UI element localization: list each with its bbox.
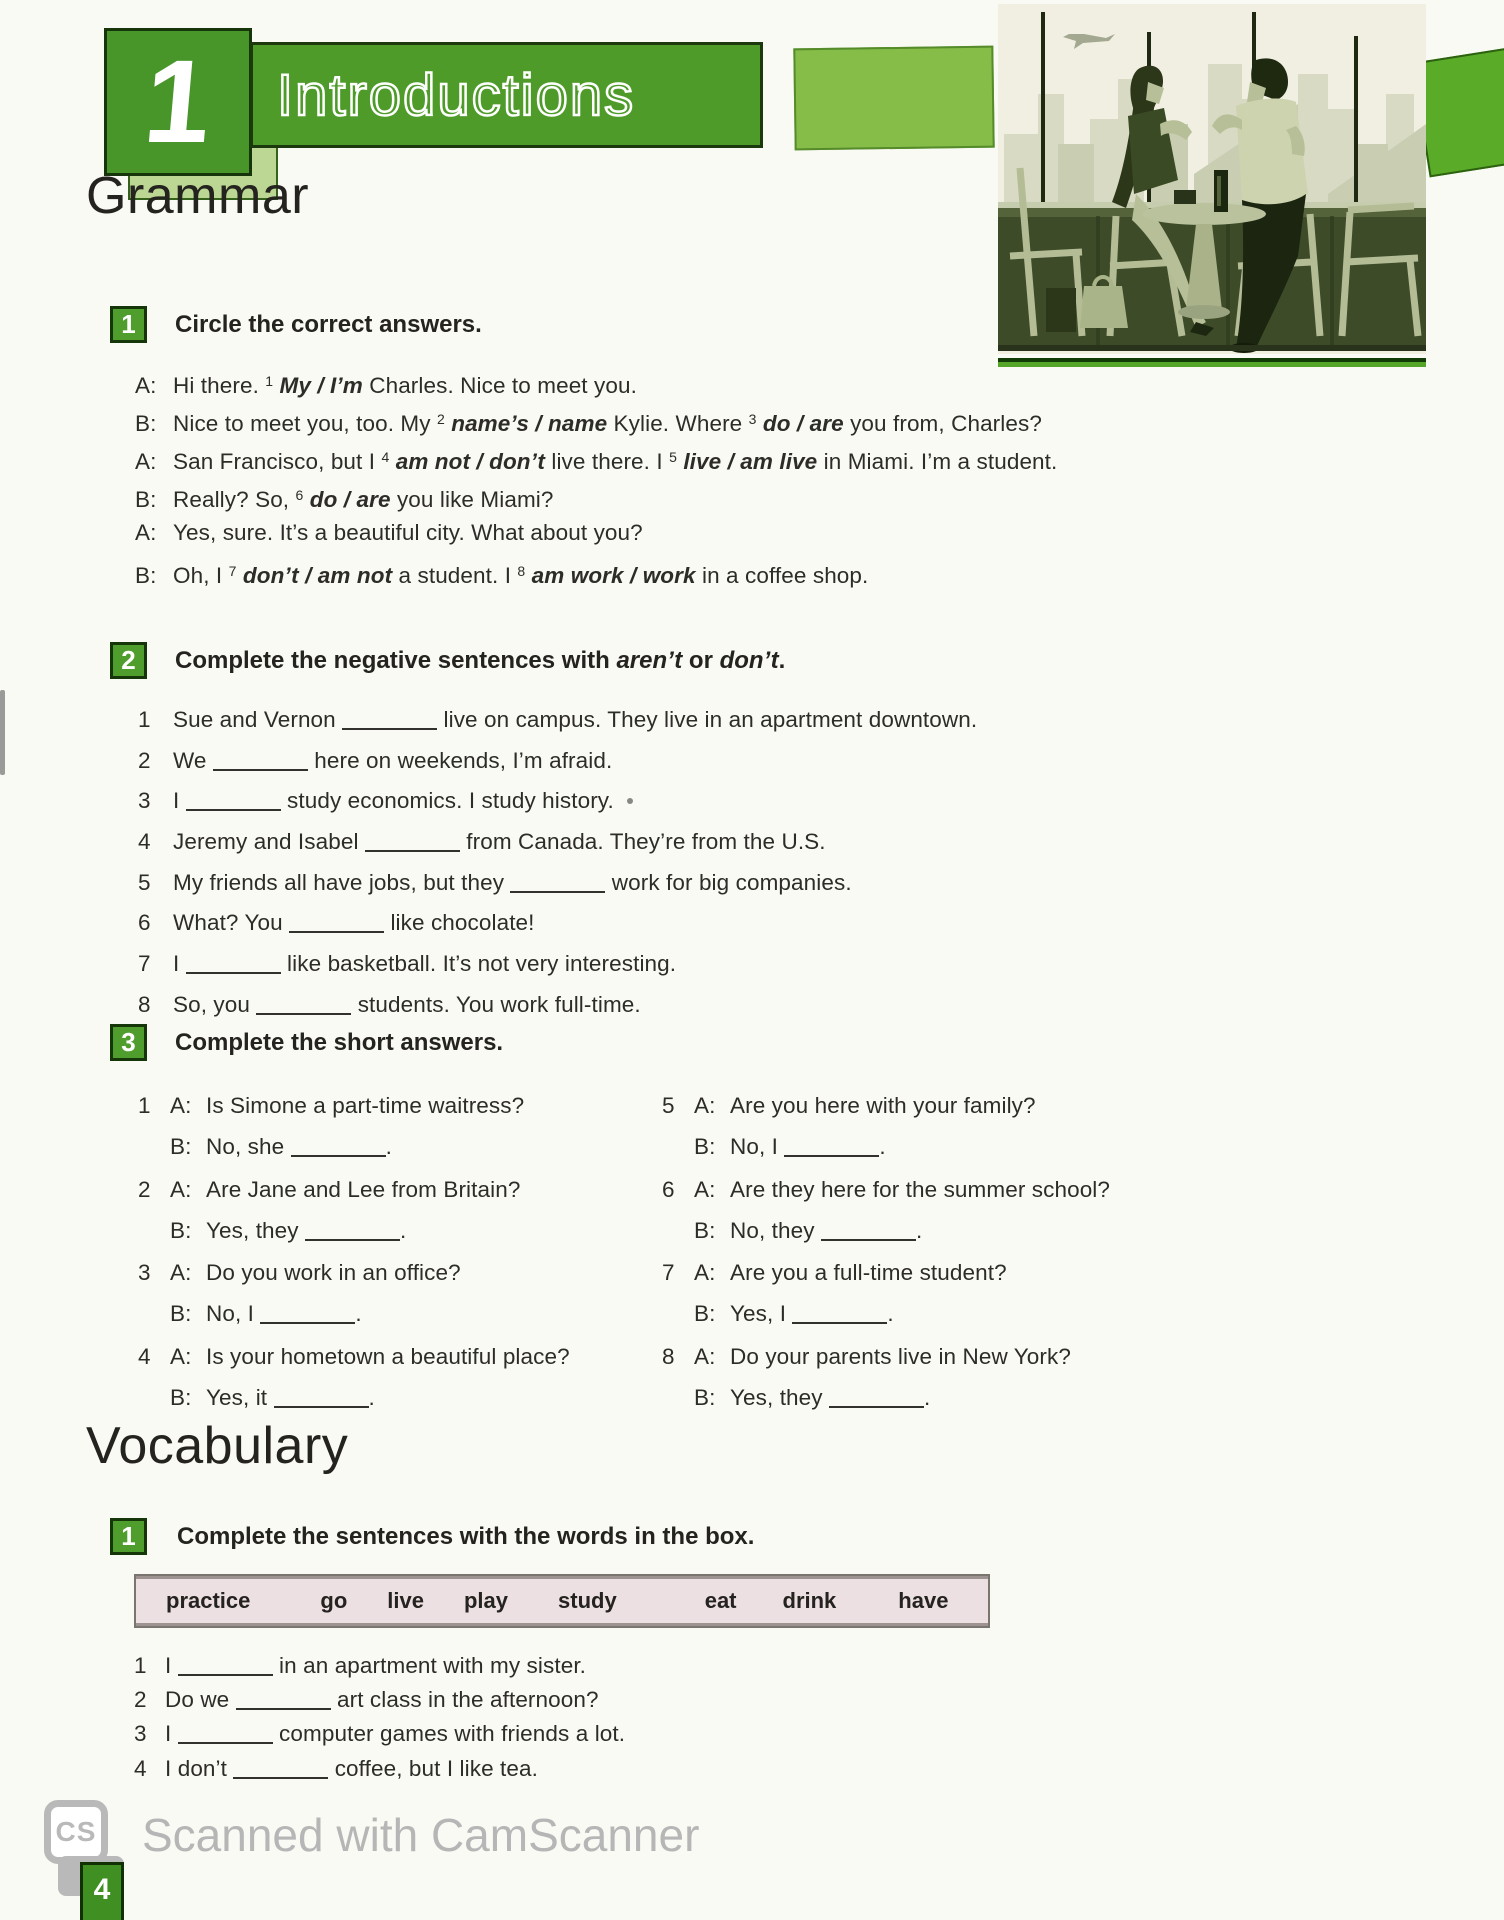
box-word: have: [898, 1588, 949, 1613]
speaker-label: B:: [170, 1385, 192, 1411]
exercise-2-badge: [110, 642, 147, 679]
text-segment: computer games with friends a lot.: [272, 1721, 626, 1747]
qa-text: [206, 1093, 524, 1118]
dialogue-text: [173, 449, 1057, 474]
item-number: 1: [134, 1652, 147, 1678]
text-segment: in an apartment with my sister.: [272, 1652, 587, 1678]
box-word: play: [463, 1588, 509, 1613]
text-segment: Nice to meet you, too. My: [173, 411, 437, 436]
exercise-2-items: [138, 700, 977, 1026]
text-segment: 3: [748, 411, 757, 427]
text-segment: .: [385, 1134, 392, 1160]
question-line: [662, 1085, 1110, 1126]
answer-line: [662, 1377, 1110, 1418]
item-number: 4: [134, 1755, 147, 1781]
grammar-heading: Grammar: [86, 167, 310, 225]
question-line: [662, 1252, 1110, 1293]
phone: [1174, 190, 1196, 204]
text-segment: Are you here with your family?: [730, 1093, 1036, 1118]
vocab-exercise-1-items: [134, 1648, 625, 1786]
text-segment: .: [355, 1301, 362, 1327]
text-segment: Complete the negative sentences with: [175, 647, 617, 674]
text-segment: 1: [265, 373, 274, 389]
short-answer-item: [138, 1085, 570, 1168]
text-segment: Do your parents live in New York?: [730, 1343, 1071, 1369]
speaker-label: B:: [135, 487, 157, 512]
dialogue-line: [135, 438, 1057, 476]
qa-text: [730, 1260, 1007, 1285]
exercise-item: [138, 944, 977, 985]
item-number: 1: [138, 1093, 151, 1118]
text-segment: Is your hometown a beautiful place?: [206, 1343, 570, 1369]
text-segment: .: [778, 647, 786, 674]
item-text: [173, 910, 535, 935]
item-number: 3: [134, 1721, 147, 1747]
item-text: [165, 1756, 538, 1781]
text-segment: Do we: [165, 1686, 236, 1712]
qa-text: [206, 1260, 461, 1285]
item-text: [173, 748, 612, 773]
short-answer-item: [662, 1252, 1110, 1335]
dialogue-line: [135, 362, 1057, 400]
text-segment: aren’t: [616, 647, 683, 674]
item-text: [173, 788, 614, 813]
short-answer-item: [138, 1169, 570, 1252]
vocab-exercise-1-badge: [110, 1518, 147, 1555]
item-number: 4: [138, 1343, 151, 1369]
text-segment: from Canada. They’re from the U.S.: [459, 829, 826, 855]
answer-line: [138, 1210, 570, 1251]
speaker-label: A:: [135, 520, 157, 545]
exercise-2-title: [175, 642, 785, 679]
answer-blank: [305, 1216, 400, 1241]
exercise-item: [134, 1717, 625, 1751]
text-segment: do / are: [309, 487, 391, 512]
text-segment: .: [887, 1301, 894, 1327]
text-segment: live on campus. They live in an apartment downtown.: [437, 707, 978, 732]
text-segment: art class in the afternoon?: [330, 1686, 599, 1712]
box-word: go: [320, 1588, 348, 1613]
box-word: practice: [166, 1588, 251, 1613]
text-segment: I don’t: [165, 1755, 234, 1781]
answer-blank: [342, 706, 437, 731]
item-number: 2: [138, 1176, 151, 1202]
exercise-3-title: [175, 1024, 503, 1061]
item-number: 5: [662, 1093, 675, 1118]
answer-blank: [821, 1216, 916, 1241]
item-number: 6: [662, 1176, 675, 1202]
scan-edge-mark: [0, 690, 5, 775]
speaker-label: A:: [170, 1260, 192, 1286]
text-segment: 7: [228, 563, 237, 579]
item-number: 1: [138, 707, 151, 732]
text-segment: am not / don’t: [395, 449, 545, 474]
unit-number-box: [104, 28, 252, 176]
answer-blank: [178, 1720, 273, 1745]
exercise-number: 1: [121, 1521, 136, 1551]
box-word: drink: [782, 1588, 837, 1613]
qa-text: [206, 1301, 362, 1326]
exercise-item: [138, 781, 977, 822]
short-answer-item: [662, 1085, 1110, 1168]
text-segment: like basketball. It’s not very interesting.: [280, 951, 677, 977]
question-line: [138, 1085, 570, 1126]
text-segment: Yes, they: [206, 1217, 305, 1243]
item-number: 8: [662, 1343, 675, 1369]
qa-text: [730, 1385, 930, 1410]
vocabulary-heading: Vocabulary: [86, 1417, 349, 1475]
text-segment: My friends all have jobs, but they: [173, 869, 511, 895]
exercise-item: [138, 700, 977, 741]
text-segment: Yes, they: [730, 1385, 829, 1411]
exercise-item: [138, 863, 977, 904]
text-segment: don’t: [719, 647, 779, 674]
text-segment: So, you: [173, 991, 257, 1017]
camscanner-watermark: Scanned with CamScanner: [142, 1809, 700, 1861]
answer-blank: [291, 1133, 386, 1158]
text-segment: Is Simone a part-time waitress?: [206, 1093, 525, 1118]
qa-text: [730, 1301, 894, 1326]
text-segment: Circle the correct answers.: [175, 311, 482, 338]
text-segment: .: [879, 1134, 886, 1160]
text-segment: don’t / am not: [242, 563, 393, 588]
answer-line: [138, 1293, 570, 1334]
exercise-3-right-column: [662, 1085, 1110, 1419]
answer-blank: [186, 950, 281, 975]
item-text: [173, 829, 826, 854]
camscanner-icon-label: CS: [55, 1816, 97, 1847]
text-segment: live / am live: [683, 449, 818, 474]
speaker-label: B:: [170, 1134, 192, 1160]
dialogue-line: [135, 552, 1057, 590]
short-answer-item: [138, 1252, 570, 1335]
exercise-item: [134, 1648, 625, 1682]
dialogue-text: [173, 411, 1042, 436]
text-segment: do / are: [762, 411, 844, 436]
speaker-label: B:: [694, 1134, 716, 1160]
item-number: 7: [138, 951, 151, 977]
text-segment: you like Miami?: [390, 487, 554, 512]
item-number: 3: [138, 788, 151, 814]
text-segment: name’s / name: [451, 411, 608, 436]
dialogue-text: [173, 520, 643, 545]
text-segment: No, I: [206, 1301, 261, 1327]
text-segment: 2: [436, 411, 445, 427]
speaker-label: A:: [694, 1176, 716, 1202]
speaker-label: B:: [694, 1385, 716, 1411]
dialogue-text: [173, 487, 554, 512]
answer-blank: [510, 868, 605, 893]
page-number: 4: [93, 1873, 111, 1906]
text-segment: Yes, sure. It’s a beautiful city. What about you?: [173, 520, 643, 545]
answer-blank: [829, 1384, 924, 1409]
unit-title-bar: [250, 42, 763, 148]
qa-text: [730, 1134, 886, 1159]
answer-blank: [784, 1133, 879, 1158]
speaker-label: A:: [170, 1176, 192, 1202]
cafe-couple-illustration: [998, 4, 1426, 354]
short-answer-item: [662, 1169, 1110, 1252]
box-word: study: [558, 1588, 617, 1613]
exercise-item: [138, 903, 977, 944]
text-segment: 4: [381, 449, 390, 465]
question-line: [662, 1336, 1110, 1377]
text-segment: in a coffee shop.: [695, 563, 869, 588]
text-segment: .: [915, 1217, 923, 1243]
answer-line: [662, 1126, 1110, 1167]
illustration-underline: [998, 358, 1426, 367]
qa-text: [206, 1177, 520, 1202]
text-segment: Really? So,: [173, 487, 296, 512]
text-segment: I: [173, 788, 186, 814]
short-answer-item: [138, 1336, 570, 1419]
answer-line: [662, 1293, 1110, 1334]
item-number: 2: [134, 1686, 147, 1712]
answer-blank: [792, 1300, 887, 1325]
word-box: [134, 1574, 990, 1628]
unit-title: Introductions: [277, 62, 636, 128]
answer-blank: [236, 1685, 331, 1710]
illustration-bottom-edge: [998, 345, 1426, 351]
item-number: 6: [138, 910, 151, 936]
text-segment: I: [165, 1721, 178, 1747]
speaker-label: B:: [694, 1217, 716, 1243]
text-segment: Complete the short answers.: [175, 1029, 504, 1056]
text-segment: Kylie. Where: [607, 411, 749, 436]
green-decoration-middle: [793, 46, 994, 151]
item-number: 7: [662, 1260, 675, 1286]
answer-blank: [178, 1651, 273, 1676]
text-segment: in Miami. I’m a student.: [817, 449, 1058, 474]
qa-text: [730, 1218, 922, 1243]
answer-blank: [233, 1754, 328, 1779]
exercise-1-title: [175, 306, 482, 343]
qa-text: [730, 1093, 1036, 1118]
answer-blank: [186, 787, 281, 812]
speaker-label: A:: [170, 1343, 192, 1369]
item-number: 4: [138, 829, 151, 855]
exercise-number: 1: [121, 309, 136, 339]
item-number: 3: [138, 1260, 151, 1286]
text-segment: a student. I: [392, 563, 518, 588]
question-line: [138, 1252, 570, 1293]
text-segment: Hi there.: [173, 373, 266, 398]
text-segment: What? You: [173, 910, 290, 936]
exercise-3-badge: [110, 1024, 147, 1061]
text-segment: like chocolate!: [384, 910, 535, 936]
exercise-item: [138, 741, 977, 782]
text-segment: .: [924, 1385, 931, 1411]
scan-dot-artifact: [627, 798, 633, 804]
unit-number: 1: [139, 36, 217, 168]
item-text: [173, 951, 676, 976]
text-segment: Yes, I: [730, 1301, 793, 1327]
answer-blank: [365, 828, 460, 853]
text-segment: Are Jane and Lee from Britain?: [206, 1176, 521, 1202]
text-segment: you from, Charles?: [843, 411, 1042, 436]
page-number-box: [80, 1862, 124, 1920]
text-segment: Are you a full-time student?: [730, 1260, 1007, 1286]
answer-line: [138, 1377, 570, 1418]
text-segment: I: [165, 1652, 178, 1678]
text-segment: Yes, it: [206, 1385, 274, 1411]
text-segment: 8: [517, 563, 526, 579]
text-segment: I: [173, 951, 186, 977]
text-segment: .: [400, 1217, 407, 1243]
exercise-number: 2: [121, 645, 136, 675]
text-segment: here on weekends, I’m afraid.: [307, 747, 613, 773]
speaker-label: B:: [694, 1301, 716, 1327]
text-segment: 5: [669, 449, 677, 465]
answer-blank: [274, 1384, 369, 1409]
item-number: 5: [138, 869, 151, 895]
speaker-label: B:: [135, 411, 157, 436]
speaker-label: A:: [694, 1093, 716, 1118]
text-segment: am work / work: [531, 563, 696, 588]
speaker-label: A:: [170, 1093, 192, 1118]
shopping-bag: [1046, 288, 1076, 332]
question-line: [138, 1169, 570, 1210]
item-text: [165, 1653, 586, 1678]
item-text: [165, 1687, 599, 1712]
text-segment: Are they here for the summer school?: [730, 1176, 1111, 1202]
text-segment: Sue and Vernon: [173, 707, 343, 732]
dialogue-line: [135, 514, 1057, 552]
text-segment: Oh, I: [173, 563, 229, 588]
short-answer-item: [662, 1336, 1110, 1419]
speaker-label: B:: [170, 1301, 192, 1327]
dialogue-line: [135, 476, 1057, 514]
speaker-label: A:: [694, 1260, 716, 1286]
item-number: 2: [138, 747, 151, 773]
item-text: [173, 992, 641, 1017]
dialogue-line: [135, 400, 1057, 438]
speaker-label: A:: [135, 373, 157, 398]
text-segment: No, I: [730, 1134, 785, 1160]
answer-blank: [213, 746, 308, 771]
text-segment: work for big companies.: [605, 869, 852, 895]
exercise-3-left-column: [138, 1085, 570, 1419]
box-word: eat: [704, 1588, 737, 1613]
qa-text: [206, 1344, 570, 1369]
speaker-label: A:: [135, 449, 157, 474]
question-line: [662, 1169, 1110, 1210]
qa-text: [730, 1177, 1110, 1202]
answer-line: [138, 1126, 570, 1167]
item-text: [173, 707, 977, 732]
qa-text: [730, 1344, 1071, 1369]
text-segment: Jeremy and Isabel: [173, 829, 365, 855]
text-segment: No, they: [730, 1217, 821, 1243]
answer-line: [662, 1210, 1110, 1251]
qa-text: [206, 1134, 392, 1159]
text-segment: coffee, but I like tea.: [328, 1755, 538, 1781]
text-segment: Do you work in an office?: [206, 1260, 461, 1286]
item-number: 8: [138, 991, 151, 1017]
text-segment: San Francisco, but I: [173, 449, 382, 474]
qa-text: [206, 1218, 406, 1243]
qa-text: [206, 1385, 375, 1410]
text-segment: study economics. I study history.: [280, 788, 614, 814]
text-segment: students. You work full-time.: [351, 991, 641, 1017]
text-segment: We: [173, 747, 213, 773]
exercise-number: 3: [121, 1027, 136, 1057]
dialogue-text: [173, 563, 868, 588]
exercise-item: [134, 1682, 625, 1716]
item-text: [173, 870, 852, 895]
vocab-exercise-1-title: [177, 1518, 754, 1555]
answer-blank: [260, 1300, 355, 1325]
answer-blank: [289, 909, 384, 934]
question-line: [138, 1336, 570, 1377]
exercise-1-badge: [110, 306, 147, 343]
exercise-item: [138, 822, 977, 863]
text-segment: 6: [295, 487, 304, 503]
speaker-label: B:: [170, 1217, 192, 1243]
text-segment: or: [682, 647, 720, 674]
exercise-1-dialogue: [135, 362, 1057, 590]
answer-blank: [256, 990, 351, 1015]
exercise-item: [134, 1751, 625, 1785]
camscanner-icon: [44, 1800, 108, 1864]
text-segment: live there. I: [545, 449, 670, 474]
handbag: [1080, 286, 1128, 328]
text-segment: Complete the sentences with the words in the box.: [177, 1523, 755, 1550]
speaker-label: B:: [135, 563, 157, 588]
text-segment: My / I’m: [279, 373, 363, 398]
dialogue-text: [173, 373, 637, 398]
item-text: [165, 1721, 625, 1746]
speaker-label: A:: [694, 1343, 716, 1369]
text-segment: No, she: [206, 1134, 291, 1160]
exercise-item: [138, 985, 977, 1026]
text-segment: .: [368, 1385, 375, 1411]
box-word: live: [387, 1588, 424, 1613]
text-segment: Charles. Nice to meet you.: [362, 373, 637, 398]
